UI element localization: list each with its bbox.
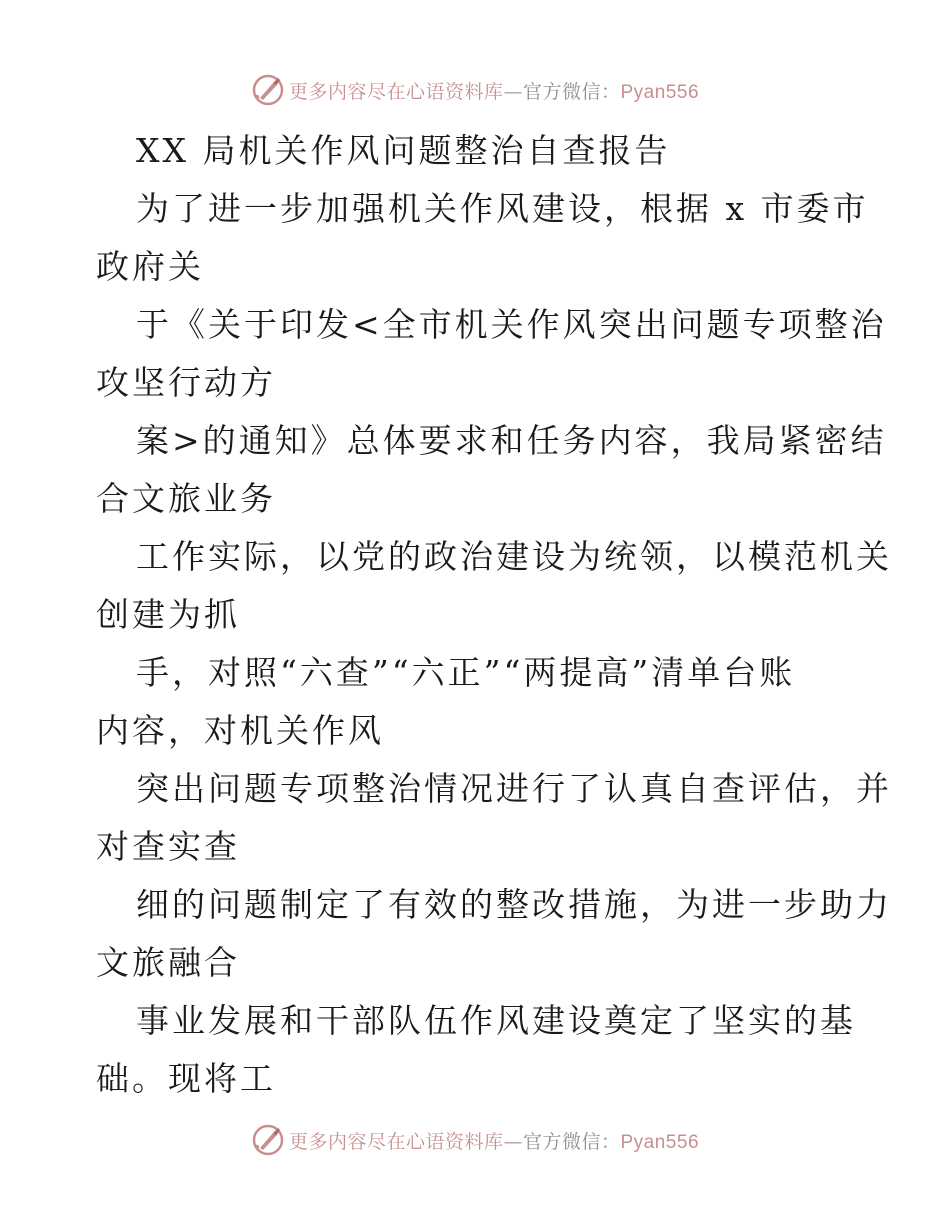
watermark-separator: — — [503, 1130, 523, 1153]
paragraph-line: 内容，对机关作风 — [96, 711, 384, 750]
paragraph-line: 攻坚行动方 — [96, 363, 276, 402]
watermark-site: 更多内容尽在心语资料库 — [288, 80, 504, 103]
paragraph-line: 础。现将工 — [96, 1059, 276, 1098]
paragraph-line: 案>的通知》总体要求和任务内容，我局紧密结 — [136, 421, 887, 460]
paragraph-line: 创建为抓 — [96, 595, 240, 634]
paragraph-line: 工作实际，以党的政治建设为统领，以模范机关 — [136, 537, 892, 576]
watermark-wechat-label: 官方微信： — [522, 80, 621, 103]
watermark-wechat-label: 官方微信： — [522, 1130, 621, 1153]
paragraph-line: 为了进一步加强机关作风建设，根据 x 市委市 — [136, 189, 869, 228]
document-body — [96, 122, 892, 1108]
watermark-text — [289, 77, 699, 104]
paragraph-line: 合文旅业务 — [96, 479, 276, 518]
pen-nib-circle-icon — [251, 73, 285, 107]
paragraph-line: 文旅融合 — [96, 943, 240, 982]
document-title: XX 局机关作风问题整治自查报告 — [136, 131, 671, 170]
paragraph-line: 细的问题制定了有效的整改措施，为进一步助力 — [136, 885, 892, 924]
paragraph-line: 手，对照“六查”“六正”“两提高”清单台账 — [136, 653, 796, 692]
watermark-wechat-id: Pyan556 — [620, 1131, 700, 1153]
header-watermark — [0, 70, 950, 110]
paragraph-line: 对查实查 — [96, 827, 240, 866]
pen-nib-circle-icon — [251, 1123, 285, 1157]
watermark-separator: — — [503, 80, 523, 103]
paragraph-line: 突出问题专项整治情况进行了认真自查评估，并 — [136, 769, 892, 808]
paragraph-line: 于《关于印发<全市机关作风突出问题专项整治 — [136, 305, 887, 344]
watermark-site: 更多内容尽在心语资料库 — [288, 1130, 504, 1153]
paragraph-line: 事业发展和干部队伍作风建设奠定了坚实的基 — [136, 1001, 856, 1040]
watermark-wechat-id: Pyan556 — [620, 81, 700, 103]
paragraph-line: 政府关 — [96, 247, 204, 286]
footer-watermark — [0, 1120, 950, 1160]
watermark-text — [289, 1127, 699, 1154]
